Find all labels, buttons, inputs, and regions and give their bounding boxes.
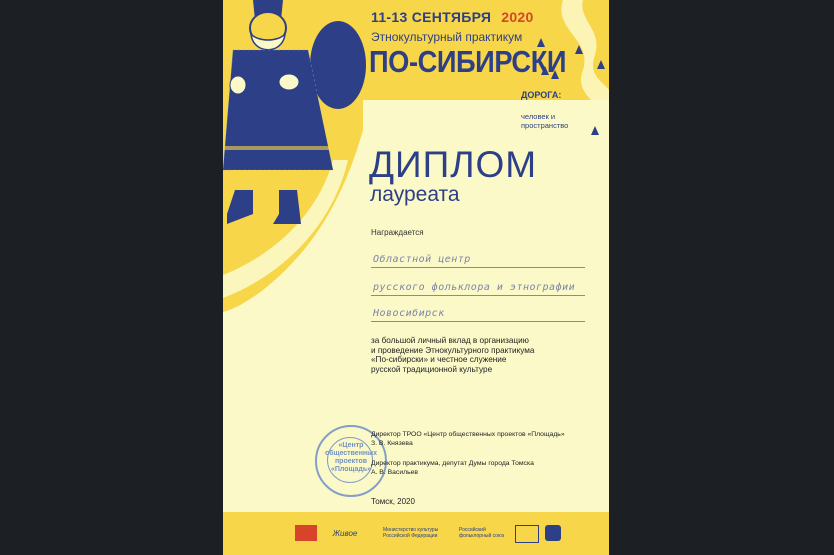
road-title: ДОРОГА: [521,90,562,100]
awarded-label: Награждается [371,228,424,237]
reason-line: за большой личный вклад в организацию [371,336,529,345]
reason-line: русской традиционной культуре [371,364,493,374]
city-year: Томск, 2020 [371,497,415,506]
recipient-underline-2 [371,295,585,296]
signature-name: А. В. Васильев [371,469,419,476]
award-reason [371,336,591,374]
diploma-title: ДИПЛОМ [369,144,538,185]
signature-block-1 [371,430,601,448]
recipient-underline-1 [371,267,585,268]
reason-line: «По-сибирски» и честное служение [371,355,507,365]
sponsor-logo-folk-union: Российский фольклорный союз [459,527,505,539]
recipient-line-1: Областной центр [373,254,471,265]
sponsor-footer [223,512,609,555]
event-dates-text: 11-13 СЕНТЯБРЯ [371,9,492,25]
stamp-line: общественных [324,450,378,457]
sponsor-logo-ministry: Министерство культуры Российской Федерации [383,527,439,539]
event-brand-title: ПО-СИБИРСКИ [369,44,567,79]
event-year: 2020 [501,9,534,25]
sponsor-logo-emblem-icon [515,525,539,543]
reason-line: и проведение Этнокультурного практикума [371,345,535,355]
sponsor-logo-red-icon [295,525,317,541]
signature-title: Директор практикума, депутат Думы города Томска [371,460,534,467]
stamp-line: «Площадь» [330,466,372,473]
recipient-line-2: русского фольклора и этнографии [373,282,576,293]
event-subtitle: Этнокультурный практикум [371,30,523,44]
stamp-line: проектов [334,458,368,465]
sponsor-logo-zhivoe: Живое [332,528,358,538]
recipient-underline-3 [371,321,585,322]
recipient-line-3: Новосибирск [373,308,445,319]
stamp-line: «Центр [338,442,364,449]
sponsor-logo-u-icon [545,525,561,541]
diploma-subtitle: лауреата [370,183,460,206]
event-dates [371,9,534,25]
road-subtitle: человек и пространство [521,112,569,130]
signature-block-2 [371,459,601,477]
diploma-document [223,0,609,555]
signature-title: Директор ТРОО «Центр общественных проектов «Площадь» [371,431,565,438]
signature-name: З. В. Князева [371,440,413,447]
